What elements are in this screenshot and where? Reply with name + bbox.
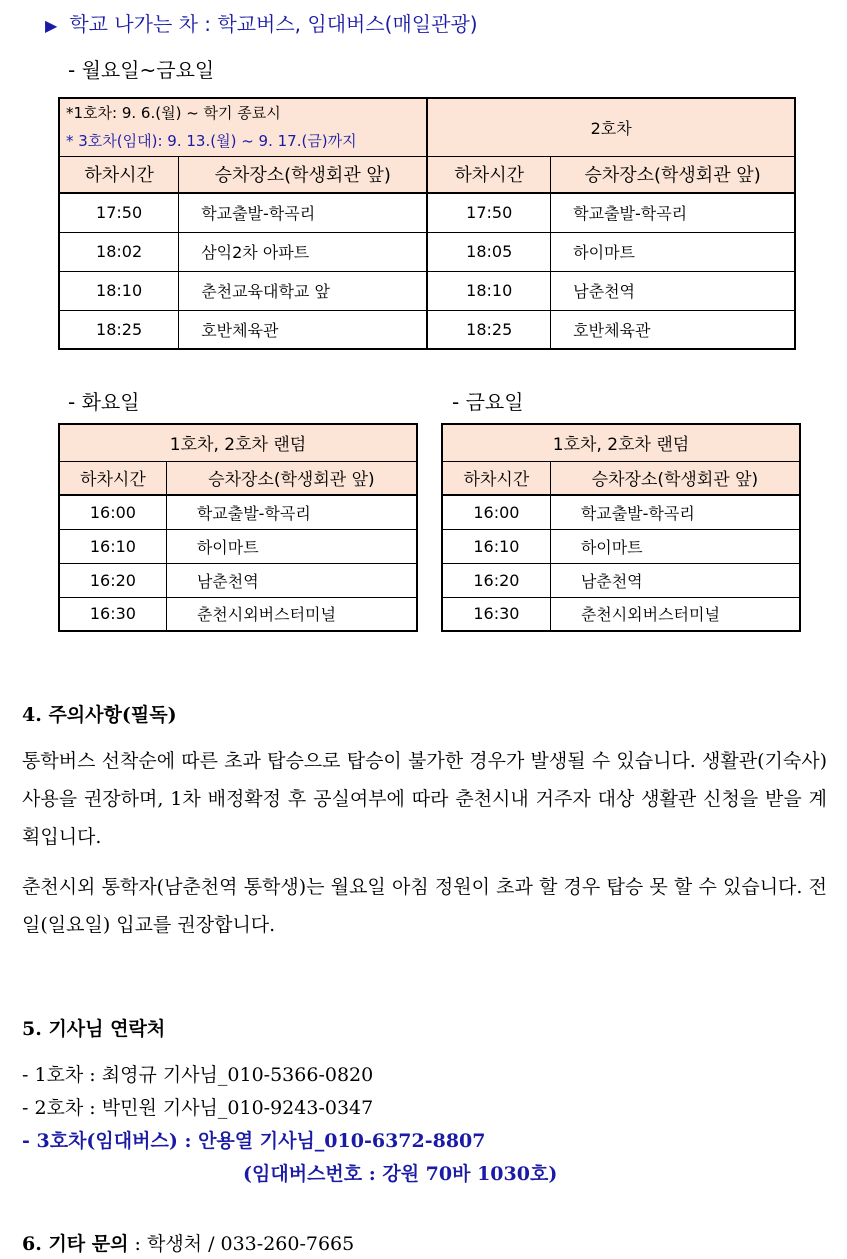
col-time-2: 하차시간	[427, 156, 550, 193]
place-cell: 학교출발-학곡리	[179, 193, 428, 232]
table-row	[442, 529, 800, 563]
col-place-2: 승차장소(학생회관 앞)	[551, 156, 795, 193]
time-cell: 16:00	[59, 495, 166, 529]
section-4-title: 4. 주의사항(필독)	[22, 704, 177, 726]
top-heading	[45, 8, 478, 37]
section-5-title: 5. 기사님 연락처	[22, 1018, 166, 1040]
bus2-title: 2호차	[427, 98, 795, 156]
table-row	[59, 271, 795, 310]
place-cell: 학교출발-학곡리	[551, 193, 795, 232]
time-cell: 16:20	[59, 563, 166, 597]
place-cell: 학교출발-학곡리	[550, 495, 800, 529]
place-cell: 호반체육관	[179, 310, 428, 349]
tuesday-title: 1호차, 2호차 랜덤	[59, 424, 417, 461]
place-cell: 학교출발-학곡리	[166, 495, 417, 529]
time-cell: 18:05	[427, 232, 550, 271]
place-cell: 남춘천역	[550, 563, 800, 597]
section-6	[22, 1229, 354, 1256]
place-cell: 하이마트	[550, 529, 800, 563]
tuesday-label: - 화요일	[68, 390, 140, 414]
section-6-contact: : 학생처 / 033-260-7665	[128, 1233, 355, 1255]
rental-bus-number: (임대버스번호 : 강원 70바 1030호)	[243, 1163, 558, 1185]
section-6-label: 6. 기타 문의	[22, 1233, 129, 1255]
col-time-1: 하차시간	[59, 156, 179, 193]
place-cell: 춘천시외버스터미널	[550, 597, 800, 631]
weekday-table	[58, 97, 796, 350]
col-place: 승차장소(학생회관 앞)	[550, 461, 800, 495]
bus1-notes	[59, 98, 427, 156]
table-row	[59, 563, 417, 597]
table-row	[59, 495, 417, 529]
friday-table	[441, 423, 801, 632]
place-cell: 남춘천역	[551, 271, 795, 310]
triangle-right-icon: ▶	[45, 16, 58, 35]
friday-title: 1호차, 2호차 랜덤	[442, 424, 800, 461]
table-row	[59, 310, 795, 349]
table-row	[59, 193, 795, 232]
time-cell: 16:20	[442, 563, 550, 597]
col-place-1: 승차장소(학생회관 앞)	[179, 156, 428, 193]
time-cell: 16:10	[59, 529, 166, 563]
top-heading-text: 학교 나가는 차 : 학교버스, 임대버스(매일관광)	[69, 12, 478, 36]
table-row	[59, 597, 417, 631]
friday-label: - 금요일	[452, 390, 524, 414]
time-cell: 17:50	[427, 193, 550, 232]
table-row	[59, 232, 795, 271]
time-cell: 16:30	[442, 597, 550, 631]
col-time: 하차시간	[59, 461, 166, 495]
col-place: 승차장소(학생회관 앞)	[166, 461, 417, 495]
driver-2-contact: - 2호차 : 박민원 기사님_010-9243-0347	[22, 1097, 374, 1119]
table-row	[442, 597, 800, 631]
time-cell: 16:00	[442, 495, 550, 529]
driver-3-contact: - 3호차(임대버스) : 안용열 기사님_010-6372-8807	[22, 1130, 486, 1152]
place-cell: 하이마트	[166, 529, 417, 563]
col-time: 하차시간	[442, 461, 550, 495]
place-cell: 삼익2차 아파트	[179, 232, 428, 271]
table-row	[442, 563, 800, 597]
time-cell: 17:50	[59, 193, 179, 232]
place-cell: 하이마트	[551, 232, 795, 271]
section-4-paragraph-1: 통학버스 선착순에 따른 초과 탑승으로 탑승이 불가한 경우가 발생될 수 있습니다. 생활관(기숙사) 사용을 권장하며, 1차 배정확정 후 공실여부에 따라 춘천시내 거주자 대상 생활관 신청을 받을 계획입니다.	[22, 750, 827, 848]
weekday-label: - 월요일~금요일	[68, 58, 215, 82]
time-cell: 16:10	[442, 529, 550, 563]
table-row	[442, 495, 800, 529]
time-cell: 18:25	[427, 310, 550, 349]
time-cell: 18:02	[59, 232, 179, 271]
driver-1-contact: - 1호차 : 최영규 기사님_010-5366-0820	[22, 1064, 374, 1086]
time-cell: 18:25	[59, 310, 179, 349]
table-row	[59, 529, 417, 563]
place-cell: 춘천시외버스터미널	[166, 597, 417, 631]
place-cell: 호반체육관	[551, 310, 795, 349]
place-cell: 남춘천역	[166, 563, 417, 597]
section-4-paragraph-2: 춘천시외 통학자(남춘천역 통학생)는 월요일 아침 정원이 초과 할 경우 탑승 못 할 수 있습니다. 전일(일요일) 입교를 권장합니다.	[22, 876, 827, 936]
time-cell: 16:30	[59, 597, 166, 631]
place-cell: 춘천교육대학교 앞	[179, 271, 428, 310]
bus1-note-2: * 3호차(임대): 9. 13.(월) ~ 9. 17.(금)까지	[66, 132, 357, 151]
time-cell: 18:10	[59, 271, 179, 310]
tuesday-table	[58, 423, 418, 632]
time-cell: 18:10	[427, 271, 550, 310]
bus1-note-1: *1호차: 9. 6.(월) ~ 학기 종료시	[66, 104, 281, 123]
